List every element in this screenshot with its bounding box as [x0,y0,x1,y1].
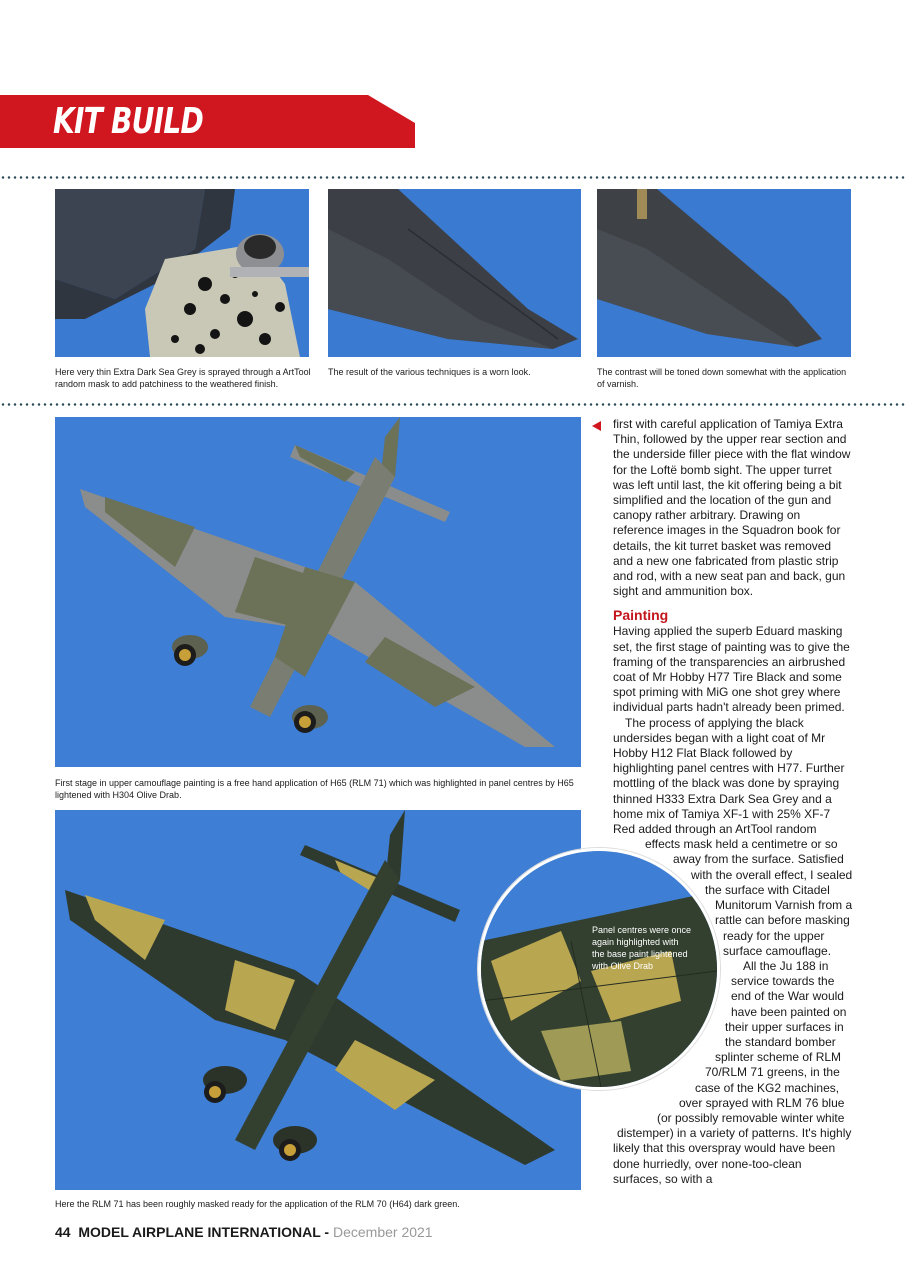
inset-caption: Panel centres were once again highlighted with the base paint lightened with Olive Drab [592,925,692,971]
photo-artwork [55,189,309,357]
section-subheading: Painting [613,607,669,624]
article-paragraph-3: The process of applying the black undersides began with a light coat of Mr Hobby H12 Flat Black followed by highlighting panel centres with H77. Further mottling of the black was done by spraying thinned H333 Extra Dark Sea Grey and a home mix of Tamiya XF-1 with 25% XF-7 Red added through an ArtTool random effects mask held a centimetre or so away from the surface. Satisfied with the overall effect, I sealed the surface with Citadel Munitorum Varnish from a rattle can before masking ready for the upper surface camouflage. [613,715,853,958]
aircraft-photo-artwork [55,417,581,767]
dotted-divider-top [0,176,906,179]
article-paragraph-2: Having applied the superb Eduard masking set, the first stage of painting was to give the framing of the transparencies an airbrushed coat of Mr Hobby H77 Tire Black and some spot priming with MiG one shot grey where individual parts hadn't already been primed. [613,624,850,715]
article-paragraph-4: All the Ju 188 in service towards the end of the War would have been painted on their upper surfaces in the standard bomber splinter scheme of RLM 70/RLM 71 greens, in the case of the KG2 machines, over sprayed with RLM 76 blue (or possibly removable winter white distemper) in a variety of patterns. It's highly likely that this overspray would have been done hurriedly, over none-too-clean surfaces, so with a [613,958,852,1186]
article-body [613,417,853,1187]
page-footer [55,1224,433,1240]
article-paragraph-1: first with careful application of Tamiya Extra Thin, followed by the upper rear section and the underside filler piece with the flat window for the Loftë bomb sight. The upper turret was left until last, the kit offering being a bit simplified and the location of the gun and canopy rather arbitrary. Drawing on reference images in the Squadron book for details, the kit turret basket was removed and a new one fabricated from plastic strip and rod, with a new seat pan and back, gun sight and ammunition box. [613,417,851,599]
top-photo-3 [597,189,851,357]
photo-artwork [597,189,851,357]
issue-date: December 2021 [332,1224,433,1240]
main-photo-1 [55,417,581,767]
top-photo-2 [328,189,581,357]
main-photo-2-caption: Here the RLM 71 has been roughly masked ready for the application of the RLM 70 (H64) dark green. [55,1199,460,1209]
magazine-name: MODEL AIRPLANE INTERNATIONAL [78,1224,321,1240]
continuation-arrow-icon [592,421,601,431]
section-title: KIT BUILD [53,101,203,142]
top-photo-3-caption: The contrast will be toned down somewhat with the application of varnish. [597,367,847,389]
top-photo-1 [55,189,309,357]
photo-artwork [328,189,581,357]
top-photo-1-caption: Here very thin Extra Dark Sea Grey is sprayed through a ArtTool random mask to add patchiness to the weathered finish. [55,367,311,389]
main-photo-1-caption: First stage in upper camouflage painting is a free hand application of H65 (RLM 71) which was highlighted in panel centres by H65 lightened with H304 Olive Drab. [55,778,574,800]
page-number: 44 [55,1224,71,1240]
top-photo-2-caption: The result of the various techniques is a worn look. [328,367,531,377]
footer-separator: - [324,1224,330,1240]
dotted-divider-middle [0,403,906,406]
